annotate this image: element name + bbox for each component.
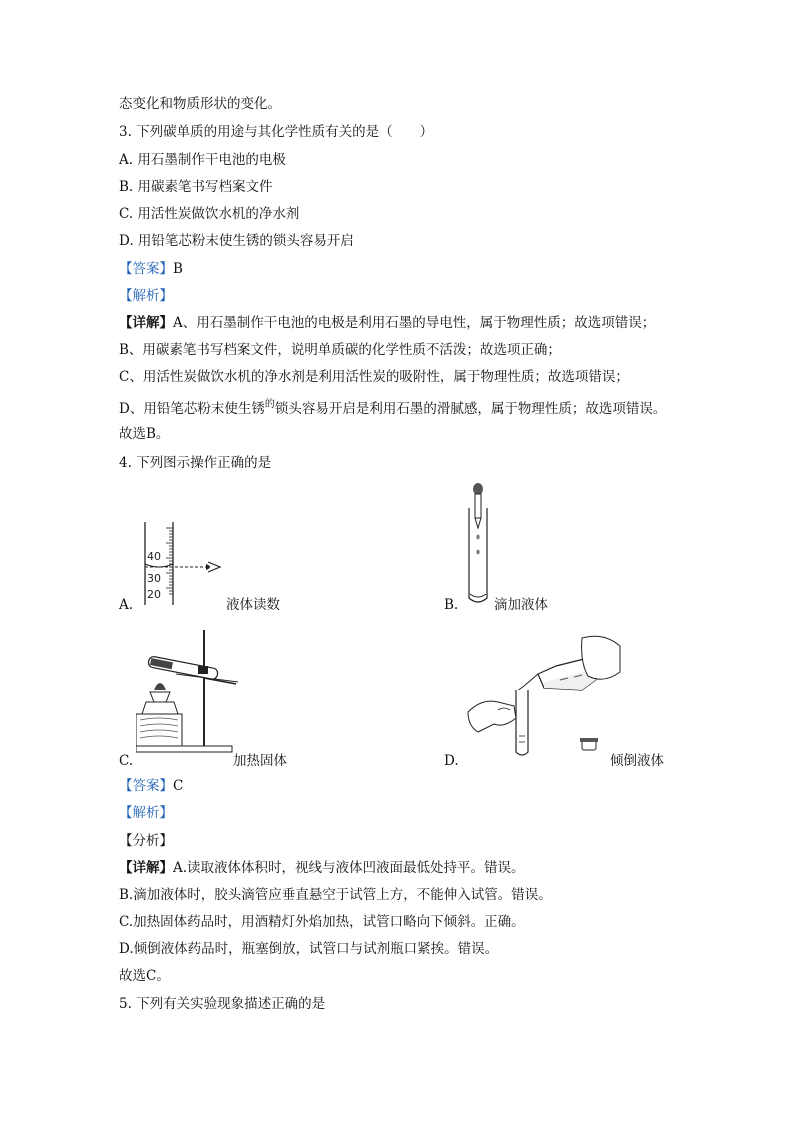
analysis-heading: 【分析】	[119, 833, 173, 849]
cylinder-figure	[140, 520, 240, 605]
detail-line	[119, 314, 655, 332]
detail-line	[119, 400, 666, 420]
option-a: A. 用石墨制作干电池的电极	[119, 152, 286, 168]
option-a-label: A.	[119, 597, 134, 613]
answer-value: C	[173, 778, 184, 794]
detail-text: 锁头容易开启是利用石墨的滑腻感，属于物理性质；故选项错误。	[274, 401, 667, 417]
answer-tag: 【答案】	[119, 778, 173, 794]
answer-line	[119, 777, 183, 795]
graduated-cylinder-icon	[140, 520, 240, 605]
detail-text: A.读取液体体积时，视线与液体凹液面最低处持平。错误。	[173, 860, 525, 876]
option-d-label: D.	[444, 753, 459, 769]
pouring-figure	[464, 632, 624, 758]
detail-line: C、用活性炭做饮水机的净水剂是利用活性炭的吸附性，属于物理性质；故选项错误；	[119, 369, 629, 385]
option-a-caption: 液体读数	[226, 597, 280, 613]
detail-line: D.倾倒液体药品时，瓶塞倒放，试管口与试剂瓶口紧挨。错误。	[119, 941, 499, 957]
answer-line	[119, 260, 183, 278]
detail-tag: 【详解】	[119, 315, 173, 331]
detail-text: D、用铅笔芯粉末使生锈	[119, 401, 265, 417]
answer-tag: 【答案】	[119, 261, 173, 277]
option-b: B. 用碳素笔书写档案文件	[119, 179, 273, 195]
text-line: 态变化和物质形状的变化。	[119, 96, 281, 112]
option-d-caption: 倾倒液体	[610, 753, 664, 769]
option-c: C. 用活性炭做饮水机的净水剂	[119, 206, 300, 222]
eye-icon	[206, 562, 220, 572]
conclusion: 故选C。	[119, 968, 170, 984]
detail-line: B、用碳素笔书写档案文件，说明单质碳的化学性质不活泼；故选项正确；	[119, 342, 561, 358]
tick-label: 20	[147, 588, 161, 601]
dropper-test-tube-icon	[458, 482, 498, 607]
option-c-label: C.	[119, 753, 134, 769]
dropper-figure	[458, 482, 498, 607]
tick-label: 40	[147, 550, 161, 563]
conclusion: 故选B。	[119, 426, 170, 442]
analysis-tag: 【解析】	[119, 288, 173, 304]
detail-text: A、用石墨制作干电池的电极是利用石墨的导电性，属于物理性质；故选项错误；	[173, 315, 656, 331]
analysis-tag: 【解析】	[119, 805, 173, 821]
detail-line: C.加热固体药品时，用酒精灯外焰加热，试管口略向下倾斜。正确。	[119, 914, 525, 930]
heating-apparatus-icon	[136, 628, 242, 756]
option-b-label: B.	[444, 597, 459, 613]
superscript-char: 的	[264, 399, 275, 410]
option-c-caption: 加热固体	[233, 753, 287, 769]
question-3: 3. 下列碳单质的用途与其化学性质有关的是（ ）	[119, 124, 434, 140]
detail-tag: 【详解】	[119, 860, 173, 876]
question-5: 5. 下列有关实验现象描述正确的是	[119, 996, 326, 1012]
detail-line: B.滴加液体时，胶头滴管应垂直悬空于试管上方，不能伸入试管。错误。	[119, 887, 552, 903]
detail-line	[119, 859, 525, 877]
option-d: D. 用铅笔芯粉末使生锈的锁头容易开启	[119, 233, 354, 249]
tick-label: 30	[147, 572, 161, 585]
question-4: 4. 下列图示操作正确的是	[119, 455, 272, 471]
pouring-liquid-icon	[464, 632, 624, 758]
answer-value: B	[173, 261, 183, 277]
option-b-caption: 滴加液体	[494, 597, 548, 613]
heating-figure	[136, 628, 242, 756]
